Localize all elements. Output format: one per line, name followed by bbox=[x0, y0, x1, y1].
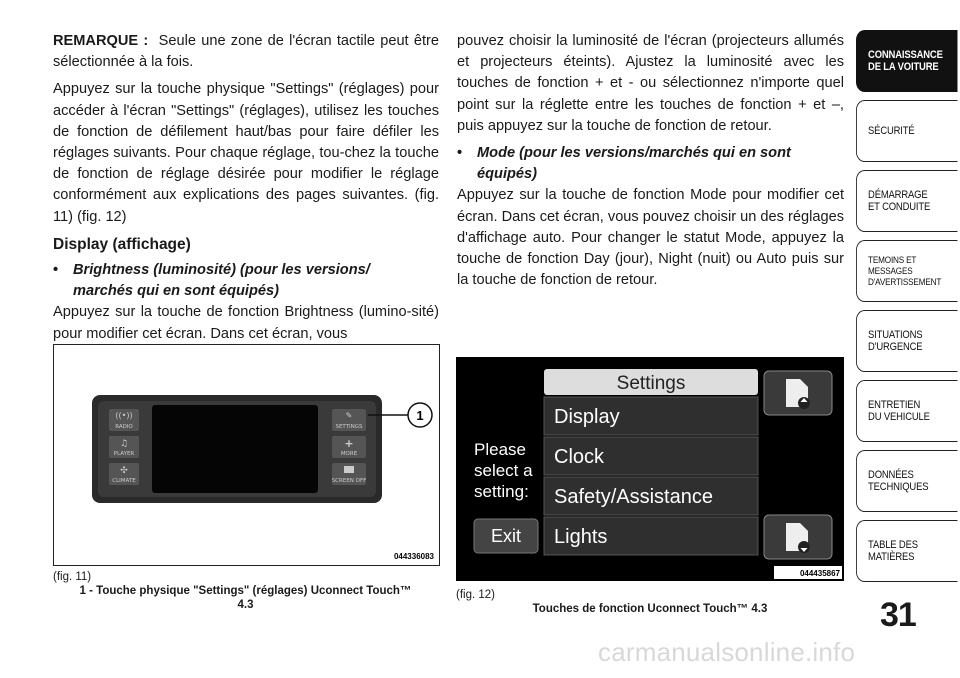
bullet-dot-icon: • bbox=[53, 262, 59, 279]
right-column bbox=[457, 31, 844, 297]
chapter-tabs bbox=[856, 30, 960, 590]
tab-temoins[interactable]: TEMOINS ET MESSAGES D'AVERTISSEMENT bbox=[856, 240, 957, 302]
radio-button-label: RADIO bbox=[115, 424, 133, 430]
tab-securite[interactable]: SÉCURITÉ bbox=[856, 100, 957, 162]
radio-icon: ((•)) bbox=[115, 411, 133, 420]
screen-off-icon bbox=[344, 466, 354, 473]
bullet-dot-icon: • bbox=[457, 145, 463, 162]
menu-item-display: Display bbox=[554, 406, 620, 428]
tab-demarrage[interactable]: DÉMARRAGE ET CONDUITE bbox=[856, 170, 957, 232]
page-number: 31 bbox=[880, 596, 916, 634]
player-icon: ♫ bbox=[119, 439, 129, 449]
brightness-bullet: • Brightness (luminosité) (pour les versions/ marchés qui en sont équipés) bbox=[53, 262, 370, 300]
prompt-line-3: setting: bbox=[474, 482, 529, 501]
left-column bbox=[53, 31, 439, 351]
prompt-line-1: Please bbox=[474, 440, 526, 459]
menu-item-safety-assistance: Safety/Assistance bbox=[554, 486, 713, 508]
brightness-paragraph: Appuyez sur la touche de fonction Brightness (lumino-sité) pour modifier cet écran. Dans cet écran, vous bbox=[53, 304, 439, 342]
fan-icon: ✣ bbox=[120, 466, 128, 476]
callout-number: 1 bbox=[416, 408, 424, 423]
mode-paragraph: Appuyez sur la touche de fonction Mode pour modifier cet écran. Dans cet écran, vous pouvez choisir un des réglages d'affichage auto. Pour changer le statut Mode, appuyez la touche de fonction Day (jour), Night (nuit) ou Auto puis sur la touche de fonction de retour. bbox=[457, 187, 844, 289]
figure-code: 044435867 bbox=[799, 569, 840, 578]
figure-12-id: (fig. 12) bbox=[456, 589, 495, 601]
mode-bullet: • Mode (pour les versions/marchés qui en sont équipés) bbox=[457, 145, 791, 183]
plus-icon: + bbox=[344, 437, 354, 450]
settings-screen-illustration bbox=[456, 345, 844, 581]
figure-11-id: (fig. 11) bbox=[53, 571, 92, 583]
note-paragraph bbox=[53, 31, 439, 73]
more-button-label: MORE bbox=[340, 451, 358, 457]
player-button-label: PLAYER bbox=[113, 451, 135, 457]
tab-situations[interactable]: SITUATIONS D'URGENCE bbox=[856, 310, 957, 372]
figure-11-title: 1 - Touche physique "Settings" (réglages) Uconnect Touch™ 4.3 bbox=[79, 585, 412, 611]
settings-paragraph: Appuyez sur la touche physique "Settings" (réglages) pour accéder à l'écran "Settings" (réglages), utilisez les touches de fonction de défilement haut/bas pour faire défiler les réglages suivants. Pour chaque réglage, tou-chez la touche de fonction de réglage désirée pour modifier le réglage conformément aux explications des pages suivantes. (fig. 11) (fig. 12) bbox=[53, 81, 439, 225]
prompt-line-2: select a bbox=[474, 461, 533, 480]
tab-entretien[interactable]: ENTRETIEN DU VEHICULE bbox=[856, 380, 957, 442]
figure-11 bbox=[53, 344, 440, 566]
settings-button-label: SETTINGS bbox=[335, 424, 363, 430]
wrench-icon: ✎ bbox=[345, 411, 353, 420]
tab-table[interactable]: TABLE DES MATIÈRES bbox=[856, 520, 957, 582]
figure-code: 044336083 bbox=[393, 552, 434, 561]
exit-button-label: Exit bbox=[490, 526, 522, 546]
screen-off-button-label: SCREEN OFF bbox=[331, 478, 367, 484]
climate-button-label: CLIMATE bbox=[112, 478, 136, 484]
note-label: REMARQUE : bbox=[53, 33, 149, 49]
tab-connaissance[interactable]: CONNAISSANCE DE LA VOITURE bbox=[856, 30, 957, 92]
figure-11-caption bbox=[53, 570, 438, 612]
figure-12-caption bbox=[456, 588, 844, 616]
tab-donnees[interactable]: DONNÉES TECHNIQUES bbox=[856, 450, 957, 512]
display-heading: Display (affichage) bbox=[53, 235, 191, 253]
watermark: carmanualsonline.info bbox=[598, 637, 856, 667]
figure-12-title: Touches de fonction Uconnect Touch™ 4.3 bbox=[532, 603, 768, 615]
brightness-continued-paragraph: pouvez choisir la luminosité de l'écran (projecteurs allumés et projecteurs éteints). Ajustez la luminosité avec les touches de fonction + et - ou sélectionnez n'importe quel point sur la réglette entre les touches de fonction + et –, puis appuyez sur la touche de fonction de retour. bbox=[457, 33, 844, 134]
settings-title: Settings bbox=[616, 373, 686, 394]
note-text: Seule une zone de l'écran tactile peut être sélectionnée à la fois. bbox=[53, 33, 439, 71]
figure-12 bbox=[456, 345, 844, 581]
menu-item-clock: Clock bbox=[554, 446, 605, 468]
menu-item-lights: Lights bbox=[554, 526, 608, 548]
head-unit-illustration bbox=[54, 345, 439, 565]
